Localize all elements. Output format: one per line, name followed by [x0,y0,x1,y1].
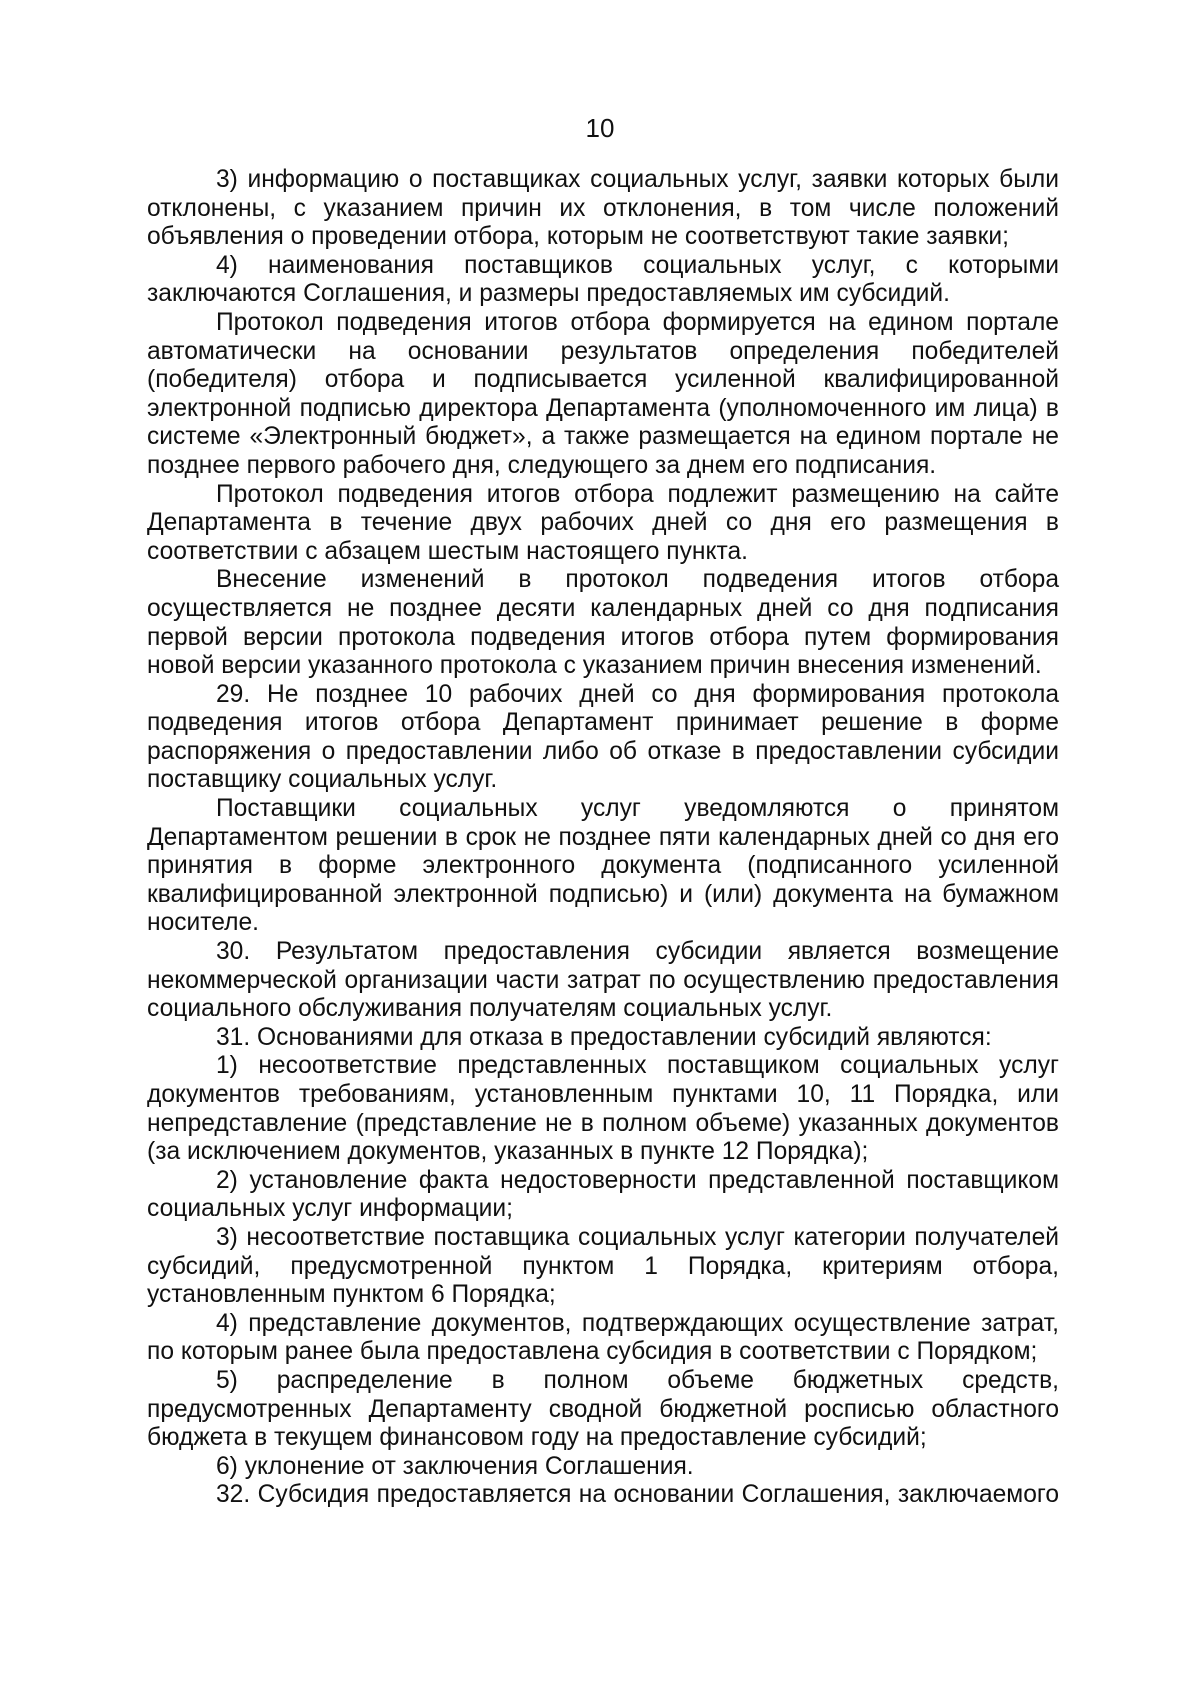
paragraph: 6) уклонение от заключения Соглашения. [216,1452,694,1480]
paragraph: 2) установление факта недостоверности представленной поставщиком социальных услуг информации; [147,1166,1059,1223]
page-number: 10 [585,113,615,143]
paragraph: 4) представление документов, подтверждающих осуществление затрат, по которым ранее была предоставлена субсидия в соответствии с Порядком; [147,1309,1059,1366]
paragraph: 30. Результатом предоставления субсидии является возмещение некоммерческой организации части затрат по осуществлению предоставления социального обслуживания получателям социальных услуг. [147,938,1059,1023]
paragraph: Поставщики социальных услуг уведомляются о принятом Департаментом решении в срок не позднее пяти календарных дней со дня его принятия в форме электронного документа (подписанного усиленной квалифицированной электронной подписью) и (или) документа на бумажном носителе. [147,795,1059,937]
paragraph: 29. Не позднее 10 рабочих дней со дня формирования протокола подведения итогов отбора Департамент принимает решение в форме распоряжения о предоставлении либо об отказе в предоставлении субсидии поставщику социальных услуг. [147,680,1059,794]
document-body [147,166,1059,1510]
paragraph: Внесение изменений в протокол подведения итогов отбора осуществляется не позднее десяти календарных дней со дня подписания первой версии протокола подведения итогов отбора путем формирования новой версии указанного протокола с указанием причин внесения изменений. [147,566,1059,680]
paragraph: 5) распределение в полном объеме бюджетных средств, предусмотренных Департаменту сводной бюджетной росписью областного бюджета в текущем финансовом году на предоставление субсидий; [147,1366,1059,1452]
paragraph: 3) информацию о поставщиках социальных услуг, заявки которых были отклонены, с указанием причин их отклонения, в том числе положений объявления о проведении отбора, которым не соответствуют такие заявки; [147,166,1059,251]
paragraph: 31. Основаниями для отказа в предоставлении субсидий являются: [216,1023,992,1051]
paragraph: Протокол подведения итогов отбора формируется на едином портале автоматически на основании результатов определения победителей (победителя) отбора и подписывается усиленной квалифицированной электронной подписью директора Департамента (уполномоченного им лица) в системе «Электронный бюджет», а также размещается на едином портале не позднее первого рабочего дня, следующего за днем его подписания. [147,308,1059,479]
paragraph: 1) несоответствие представленных поставщиком социальных услуг документов требованиям, установленным пунктами 10, 11 Порядка, или непредставление (представление не в полном объеме) указанных документов (за исключением документов, указанных в пункте 12 Порядка); [147,1052,1059,1166]
paragraph: 4) наименования поставщиков социальных услуг, с которыми заключаются Соглашения, и размеры предоставляемых им субсидий. [147,251,1059,308]
paragraph: 32. Субсидия предоставляется на основании Соглашения, заключаемого [216,1481,1059,1509]
paragraph: Протокол подведения итогов отбора подлежит размещению на сайте Департамента в течение двух рабочих дней со дня его размещения в соответствии с абзацем шестым настоящего пункта. [147,480,1059,565]
paragraph: 3) несоответствие поставщика социальных услуг категории получателей субсидий, предусмотренной пунктом 1 Порядка, критериям отбора, установленным пунктом 6 Порядка; [147,1223,1059,1309]
